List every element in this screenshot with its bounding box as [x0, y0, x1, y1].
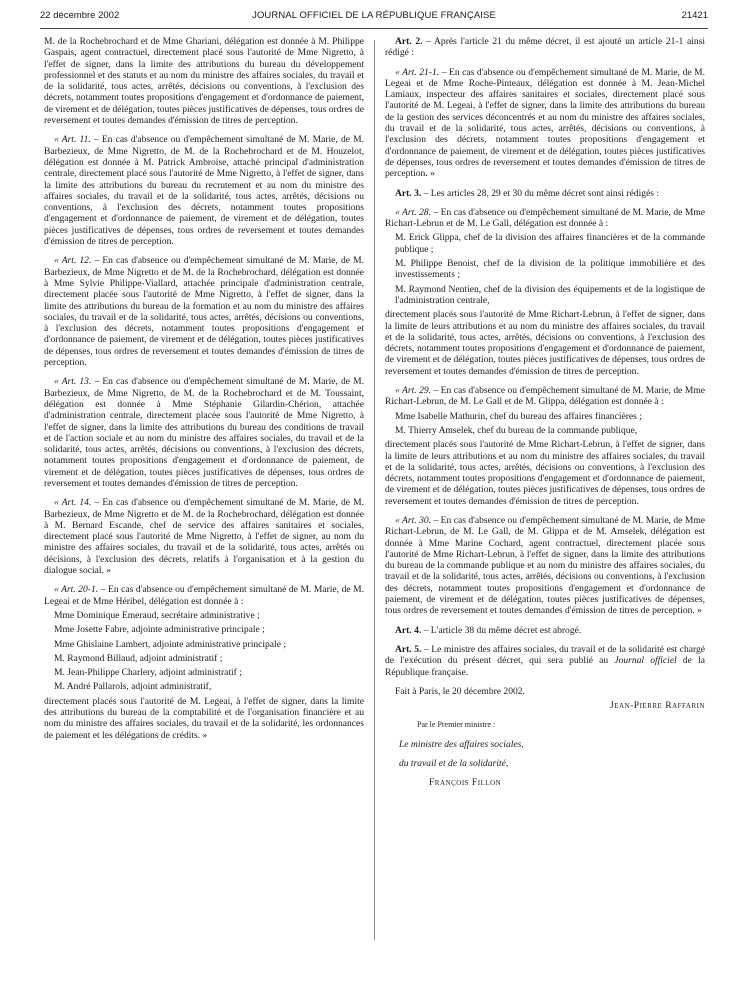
article-2-label: Art. 2. — [395, 36, 423, 47]
article-28 — [385, 207, 705, 230]
article-4-text: – L'article 38 du même décret est abrogé. — [421, 624, 582, 636]
article-20-1-end: directement placés sous l'autorité de M. Legeai, à l'effet de signer, dans la limite des attributions du bureau de la comptabilité et de l'organisation financière et au nom du ministre des affaires sociales, du travail et de la solidarité, les ordonnances de paiement et les délégations de crédits. » — [44, 695, 364, 741]
list-item: Mme Dominique Emeraud, secrétaire administrative ; — [54, 609, 260, 621]
article-2-text: – Après l'article 21 du même décret, il est ajouté un article 21-1 ainsi rédigé : — [385, 36, 705, 59]
article-5-journal: Journal officiel — [614, 655, 677, 667]
list-item: M. Raymond Billaud, adjoint administratif ; — [54, 652, 223, 664]
article-29-end: directement placés sous l'autorité de Mme Richart-Lebrun, à l'effet de signer, dans la limite de leurs attributions et au nom du ministre des affaires sociales, du travail et de la solidarité, tous actes, arrêtés, décisions ou conventions, à l'exclusion des décrets, notamment toutes propositions d'engagement et d'ordonnance de paiement, de virement et de délégation, toutes pièces justificatives de dépenses, tous ordres de reversement et toutes demandes d'émission de titres de perception. — [385, 439, 705, 507]
minister-title-line-2: du travail et de la solidarité, — [399, 758, 509, 770]
list-item: M. Jean-Philippe Charlery, adjoint administratif ; — [54, 667, 242, 679]
list-item: Mme Josette Fabre, adjointe administrative principale ; — [54, 624, 265, 636]
journal-title: JOURNAL OFFICIEL DE LA RÉPUBLIQUE FRANÇAISE — [252, 10, 496, 21]
article-2 — [385, 36, 705, 59]
article-30-label: « Art. 30. — [395, 514, 432, 526]
article-14-text: – En cas d'absence ou d'empêchement simultané de M. Marie, de M. Barbezieux, de Mme Nigretto et de M. de la Rochebrochard, délégation est donnée à M. Bernard Escande, chef de service des affaires sanitaires et sociales, directement placé sous l'autorité de Mme Nigretto, à l'effet de signer, au nom du ministre des affaires sociales, du travail et de la solidarité, tous actes, arrêtés ou décisions, à l'exclusion des décrets, relatifs à l'organisation et à la gestion du dialogue social. » — [44, 497, 364, 577]
article-30 — [385, 515, 705, 617]
article-29 — [385, 385, 705, 408]
article-5-text-pre: – Le ministre des affaires sociales, du travail et de la solidarité est chargé de l'exécution du présent décret, qui sera publié au — [385, 643, 705, 667]
article-21-1 — [385, 67, 705, 180]
article-12-label: « Art. 12. — [54, 255, 92, 267]
article-13-label: « Art. 13. — [54, 376, 92, 388]
article-11-label: « Art. 11. — [54, 134, 91, 146]
article-12 — [44, 255, 364, 368]
signature-by-line: Par le Premier ministre : — [417, 720, 496, 730]
list-item: M. Philippe Benoist, chef de la division de la politique immobilière et des investissements ; — [395, 258, 705, 281]
signature-place-date: Fait à Paris, le 20 décembre 2002. — [395, 685, 525, 697]
article-5-label: Art. 5. — [395, 643, 422, 655]
article-4-label: Art. 4. — [395, 624, 422, 636]
list-item: M. Erick Glippa, chef de la division des affaires financières et de la commande publique ; — [395, 232, 705, 255]
article-28-text: – En cas d'absence ou d'empêchement simultané de M. Marie, de Mme Richart-Lebrun et de M. Le Gall, délégation est donnée à : — [385, 206, 705, 230]
article-5 — [385, 644, 705, 678]
article-20-1 — [44, 584, 364, 607]
paragraph-continuation: M. de la Rochebrochard et de Mme Ghariani, délégation est donnée à M. Philippe Gaspais, agent contractuel, directement placé sous l'autorité de Mme Nigretto, à l'effet de signer, dans la limite des attributions du bureau du développement professionnel et des statuts et au nom du ministre des affaires sociales, du travail et de la solidarité, tous actes, arrêtés, décisions ou conventions, à l'exclusion des décrets, notamment toutes propositions d'engagement et d'ordonnance de paiement, de virement et de délégation, toutes pièces justificatives de dépenses, tous ordres de reversement et toutes demandes d'émission de titres de perception. — [44, 36, 364, 127]
article-13-text: – En cas d'absence ou d'empêchement simultané de M. Marie, de M. Barbezieux, de Mme Nigretto, de M. de la Rochebrochard et de M. Toussaint, délégation est donnée à Mme Stéphanie Gilardin-Chérion, attachée d'administration centrale, directement placée sous l'autorité de Mme Nigretto, à l'effet de signer, dans la limite des attributions du bureau des conditions de travail et de l'action sociale et au nom du ministre des affaires sociales, du travail et de la solidarité, tous actes, arrêtés, décisions ou conventions, à l'exclusion des décrets, notamment toutes propositions d'engagement et d'ordonnance de paiement, de virement et de délégation, toutes pièces justificatives de dépenses, tous ordres de reversement et toutes demandes d'émission de titres de perception. — [44, 376, 364, 489]
publication-date: 22 décembre 2002 — [40, 10, 120, 21]
list-item: M. André Pallarols, adjoint administratif, — [54, 681, 212, 693]
article-21-1-text: – En cas d'absence ou d'empêchement simultané de M. Marie, de M. Legeai et de Mme Roche-Pinteaux, délégation est donnée à M. Jean-Michel Lamiaux, inspecteur des affaires sanitaires et sociales, directement placé sous l'autorité de M. Legeai, à l'effet de signer, dans la limite des attributions du bureau de la gestion des services déconcentrés et au nom du ministre des affaires sociales, du travail et de la solidarité, tous actes, arrêtés, décisions ou conventions, à l'exclusion des décrets, notamment toutes propositions d'engagement et d'ordonnance de paiement, de virement et de délégation, toutes pièces justificatives de dépenses, tous ordres de reversement et toutes demandes d'émission de titres de perception. » — [385, 66, 705, 180]
page-number: 21421 — [681, 10, 708, 21]
minister-title-line-1: Le ministre des affaires sociales, — [399, 738, 524, 750]
article-14 — [44, 497, 364, 576]
left-column — [44, 36, 364, 749]
article-3-text: – Les articles 28, 29 et 30 du même décret sont ainsi rédigés : — [421, 187, 660, 199]
article-14-label: « Art. 14. — [54, 497, 92, 509]
article-13 — [44, 376, 364, 489]
column-divider — [374, 40, 375, 940]
article-11-text: – En cas d'absence ou d'empêchement simultané de M. Marie, de M. Barbezieux, de Mme Nigretto, de M. de la Rochebrochard et de M. Houzelot, délégation est donnée à M. Patrick Ambroise, attaché principal d'administration centrale, directement placé sous l'autorité de Mme Nigretto, à l'effet de signer, dans la limite des attributions du bureau du recrutement et au nom du ministre des affaires sociales, du travail et de la solidarité, tous actes, arrêtés, décisions ou conventions, à l'exclusion des décrets, notamment toutes propositions d'engagement et d'ordonnance de paiement, de virement et de délégation, toutes pièces justificatives de dépenses, tous ordres de reversement et toutes demandes d'émission de titres de perception. — [44, 134, 365, 248]
article-29-text: – En cas d'absence ou d'empêchement simultané de M. Marie, de Mme Richart-Lebrun, de M. Le Gall et de M. Glippa, délégation est donnée à : — [385, 385, 705, 408]
article-21-1-label: « Art. 21-1. — [395, 66, 440, 78]
list-item: Mme Ghislaine Lambert, adjointe administrative principale ; — [54, 638, 286, 650]
article-12-text: – En cas d'absence ou d'empêchement simultané de M. Marie, de M. Barbezieux, de Mme Nigretto et de M. de la Rochebrochard, délégation est donnée à Mme Sylvie Philippe-Viallard, attachée principale d'administration centrale, directement placée sous l'autorité de Mme Nigretto, à l'effet de signer, dans la limite des attributions du bureau de la formation et au nom du ministre des affaires sociales, du travail et de la solidarité, tous actes, arrêtés, décisions ou conventions, à l'exclusion des décrets, notamment toutes propositions d'engagement et d'ordonnance de paiement, de virement et de délégation, toutes pièces justificatives de dépenses, tous ordres de reversement et toutes demandes d'émission de titres de perception. — [44, 255, 364, 369]
signature-minister: François Fillon — [429, 777, 502, 789]
article-20-1-text: – En cas d'absence ou d'empêchement simultané de M. Marie, de M. Legeai et de Mme Héribel, délégation est donnée à : — [44, 584, 364, 607]
list-item: M. Raymond Nentien, chef de la division des équipements et de la logistique de l'administration centrale, — [395, 283, 705, 306]
page-header — [40, 10, 708, 26]
article-11 — [44, 134, 364, 247]
article-29-label: « Art. 29. — [395, 385, 432, 397]
header-rule — [40, 28, 708, 29]
signature-prime-minister: Jean-Pierre Raffarin — [610, 700, 705, 712]
list-item: Mme Isabelle Mathurin, chef du bureau des affaires financières ; — [395, 410, 642, 422]
article-3 — [385, 188, 705, 199]
article-20-1-label: « Art. 20-1. — [54, 584, 99, 596]
article-28-label: « Art. 28. — [395, 206, 432, 218]
article-4 — [385, 625, 705, 636]
right-column — [385, 36, 705, 797]
list-item: M. Thierry Amselek, chef du bureau de la commande publique, — [395, 424, 638, 436]
article-30-text: – En cas d'absence ou d'empêchement simultané de M. Marie, de Mme Richart-Lebrun, de M. Le Gall, de M. Glippa et de M. Amselek, délégation est donnée à Mme Marine Cochard, agent contractuel, directement placée sous l'autorité de Mme Richart-Lebrun, à l'effet de signer, dans la limite des attributions du bureau de la commande publique et au nom du ministre des affaires sociales, du travail et de la solidarité, tous actes, arrêtés, décisions ou conventions, à l'exclusion des décrets, notamment toutes propositions d'engagement et d'ordonnance de paiement, de virement et de délégation, toutes pièces justificatives de dépenses, tous ordres de reversement et toutes demandes d'émission de titres de perception. » — [385, 514, 705, 617]
article-28-end: directement placés sous l'autorité de Mme Richart-Lebrun, à l'effet de signer, dans la limite de leurs attributions et au nom du ministre des affaires sociales, du travail et de la solidarité, tous actes, arrêtés, décisions ou conventions, à l'exclusion des décrets, notamment toutes propositions d'engagement et d'ordonnance de paiement, de virement et de délégation, toutes pièces justificatives de dépenses, tous ordres de reversement et toutes demandes d'émission de titres de perception. — [385, 309, 705, 377]
article-5-text-post: de la République française. — [385, 655, 705, 678]
article-3-label: Art. 3. — [395, 187, 422, 199]
